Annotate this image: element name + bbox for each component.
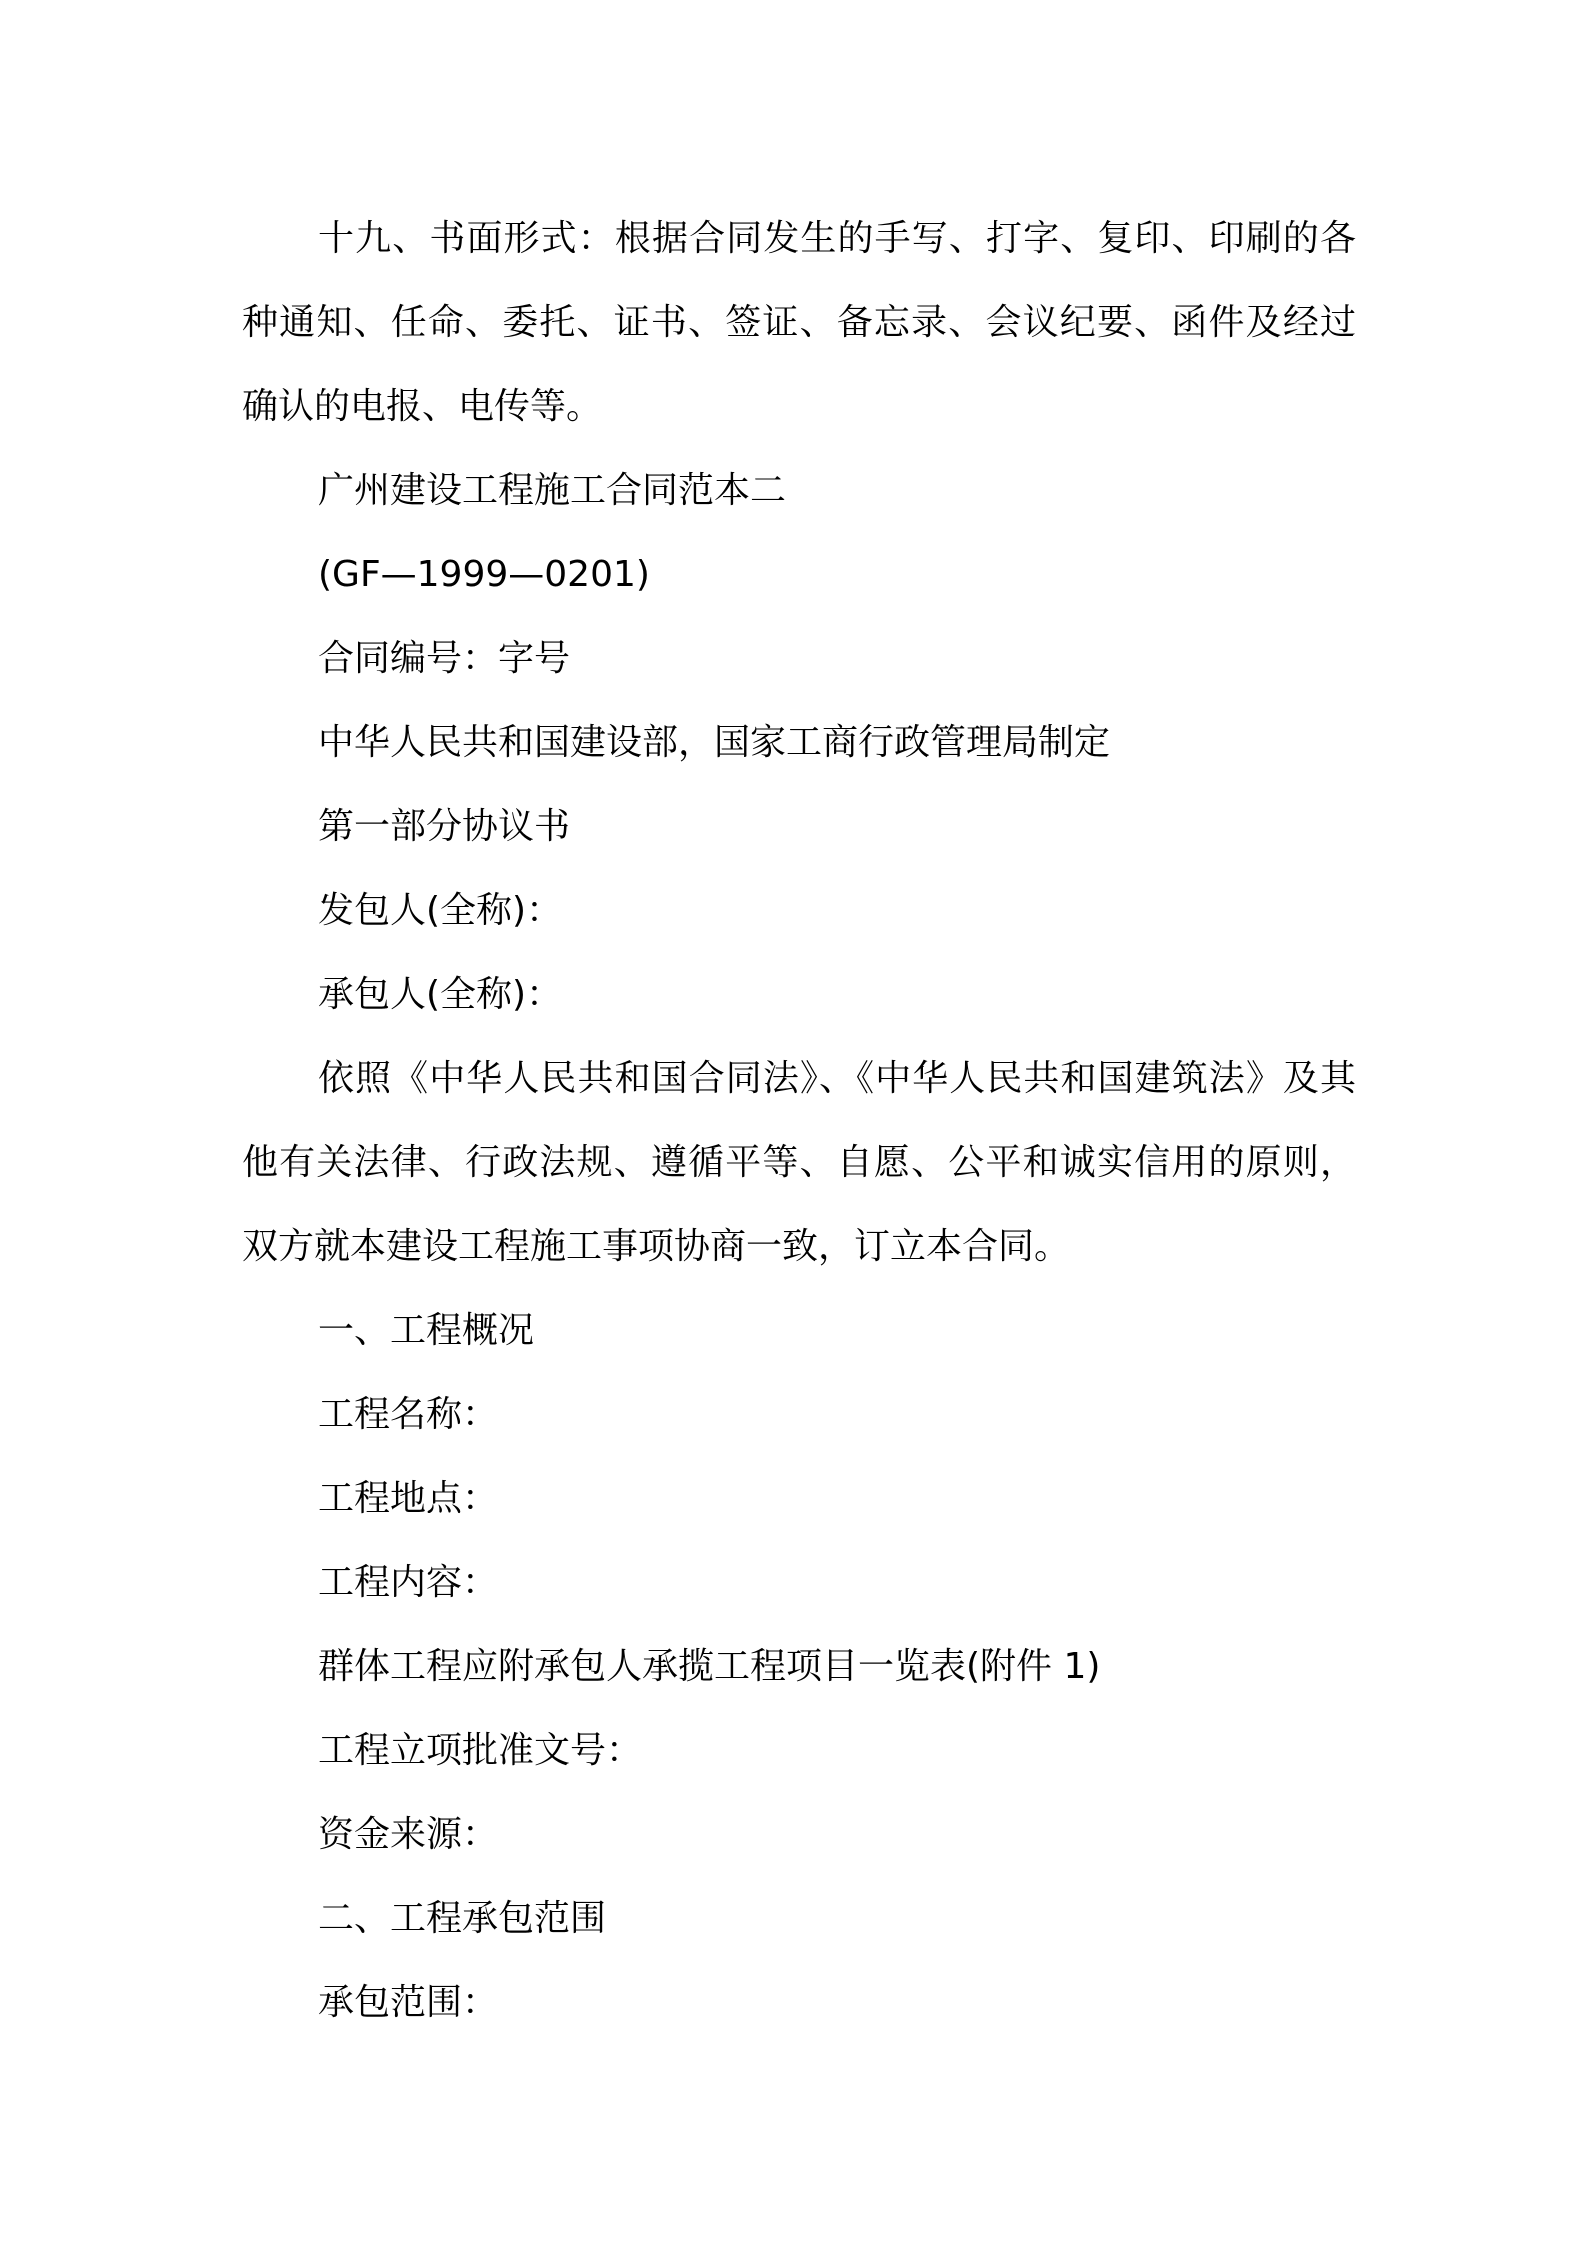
section-2-heading: 二、工程承包范围 xyxy=(318,1898,607,1939)
project-location-field: 工程地点： xyxy=(318,1478,499,1519)
clause-19-written-form: 十九、书面形式：根据合同发生的手写、打字、复印、印刷的各种通知、任命、委托、证书、签证、备忘录、会议纪要、函件及经过确认的电报、电传等。 xyxy=(242,218,1356,427)
group-project-note: 群体工程应附承包人承揽工程项目一览表(附件 1) xyxy=(318,1646,1101,1687)
contract-number-field: 合同编号：字号 xyxy=(318,638,571,679)
scope-field: 承包范围： xyxy=(318,1982,499,2023)
project-content-field: 工程内容： xyxy=(318,1562,499,1603)
contract-title: 广州建设工程施工合同范本二 xyxy=(318,470,787,511)
approval-number-field: 工程立项批准文号： xyxy=(318,1730,643,1771)
contract-code: (GF—1999—0201) xyxy=(318,554,650,595)
contractor-field: 承包人(全称)： xyxy=(318,974,563,1015)
issuing-authority: 中华人民共和国建设部，国家工商行政管理局制定 xyxy=(318,722,1111,763)
section-1-heading: 一、工程概况 xyxy=(318,1310,535,1351)
funding-source-field: 资金来源： xyxy=(318,1814,499,1855)
document-body xyxy=(242,197,1356,2045)
part-one-heading: 第一部分协议书 xyxy=(318,806,571,847)
project-name-field: 工程名称： xyxy=(318,1394,499,1435)
employer-field: 发包人(全称)： xyxy=(318,890,563,931)
legal-basis-paragraph: 依照《中华人民共和国合同法》、《中华人民共和国建筑法》及其他有关法律、行政法规、遵循平等、自愿、公平和诚实信用的原则，双方就本建设工程施工事项协商一致，订立本合同。 xyxy=(242,1058,1356,1267)
